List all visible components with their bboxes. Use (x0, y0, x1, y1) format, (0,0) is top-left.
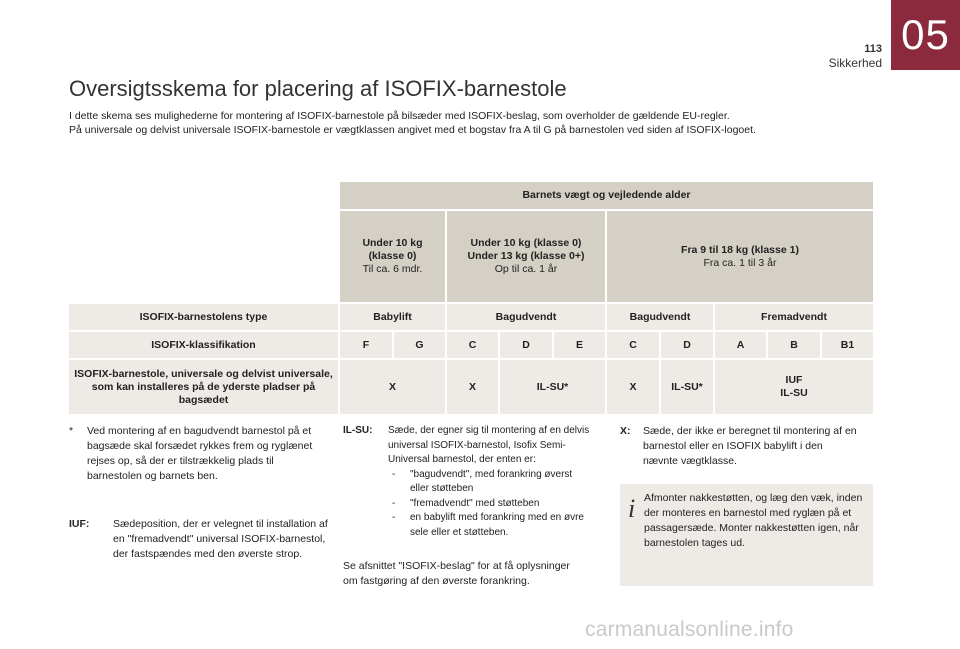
ilsu-item: - en babylift med forankring med en øvre sele eller et støtteben. (392, 512, 584, 538)
class-cell: G (394, 332, 445, 358)
seat-cell: IL-SU* (661, 360, 713, 414)
note-ilsu: IL-SU: Sæde, der egner sig til montering af en delvis universal ISOFIX-barnestol, Isofix Semi-Universal barnestol, der enten er: - "bagudvendt", med forankring øverst eller støtteben - "fremadvendt" med støtteben - en babylift med forankring med en øvre sele eller et støtteben. (343, 424, 593, 540)
intro-text (69, 109, 889, 137)
seat-cell: IL-SU* (500, 360, 605, 414)
class-cell: F (340, 332, 392, 358)
intro-line-2: På universale og delvist universale ISOFIX-barnestole er vægtklassen angivet med et bogstav fra A til G på barnestolen ved siden af ISOFIX-logoet. (69, 124, 756, 136)
group-0: Under 10 kg (klasse 0) Til ca. 6 mdr. (340, 211, 445, 302)
group-1: Fra 9 til 18 kg (klasse 1) Fra ca. 1 til 3 år (607, 211, 873, 302)
seat-cell: X (447, 360, 498, 414)
info-text: Afmonter nakkestøtten, og læg den væk, inden der monteres en barnestol med ryglæn på et passagersæde. Monter nakkestøtten igen, når barnestolen tages ud. (644, 492, 863, 549)
type-cell: Babylift (340, 304, 445, 330)
seat-cell: X (340, 360, 445, 414)
note-x: X: Sæde, der ikke er beregnet til montering af en barnestol eller en ISOFIX babylift i den nævnte vægtklasse. (620, 425, 857, 467)
class-cell: B1 (822, 332, 873, 358)
class-cell: A (715, 332, 766, 358)
class-cell: D (500, 332, 552, 358)
row-label-class: ISOFIX-klassifikation (69, 332, 338, 358)
class-cell: B (768, 332, 820, 358)
note-star: * Ved montering af en bagudvendt barnestol på et bagsæde skal forsædet rykkes frem og ryglænet rejses op, så der er tilstrækkelig plads til barnestolen og barnets ben. (69, 425, 313, 482)
type-cell: Bagudvendt (607, 304, 713, 330)
intro-line-1: I dette skema ses mulighederne for montering af ISOFIX-barnestole på bilsæder med ISOFIX-beslag, som overholder de gældende EU-regler. (69, 110, 730, 122)
class-cell: C (607, 332, 659, 358)
type-cell: Bagudvendt (447, 304, 605, 330)
ilsu-item: - "fremadvendt" med støtteben (392, 497, 540, 509)
group-0plus: Under 10 kg (klasse 0) Under 13 kg (klasse 0+) Op til ca. 1 år (447, 211, 605, 302)
row-label-seats: ISOFIX-barnestole, universale og delvist universale, som kan installeres på de yderste pladser på bagsædet (69, 360, 338, 414)
watermark: carmanualsonline.info (585, 618, 794, 641)
row-label-type: ISOFIX-barnestolens type (69, 304, 338, 330)
seat-cell-iuf: IUF IL-SU (715, 360, 873, 414)
page-number: 113 (864, 43, 882, 55)
class-cell: D (661, 332, 713, 358)
class-cell: C (447, 332, 498, 358)
section-name: Sikkerhed (828, 56, 882, 70)
class-cell: E (554, 332, 605, 358)
seat-cell: X (607, 360, 659, 414)
chapter-tab: 05 (891, 0, 960, 70)
page-title: Oversigtsskema for placering af ISOFIX-barnestole (69, 76, 567, 101)
note-see-also: Se afsnittet "ISOFIX-beslag" for at få oplysninger om fastgøring af den øverste forankring. (343, 560, 570, 587)
type-cell: Fremadvendt (715, 304, 873, 330)
table-header-weight: Barnets vægt og vejledende alder (340, 182, 873, 209)
note-iuf: IUF: Sædeposition, der er velegnet til installation af en "fremadvendt" universal ISOFIX-barnestol, der fastspændes med den øverste strop. (69, 518, 328, 560)
info-icon: i (628, 494, 636, 523)
ilsu-item: - "bagudvendt", med forankring øverst eller støtteben (392, 468, 573, 494)
